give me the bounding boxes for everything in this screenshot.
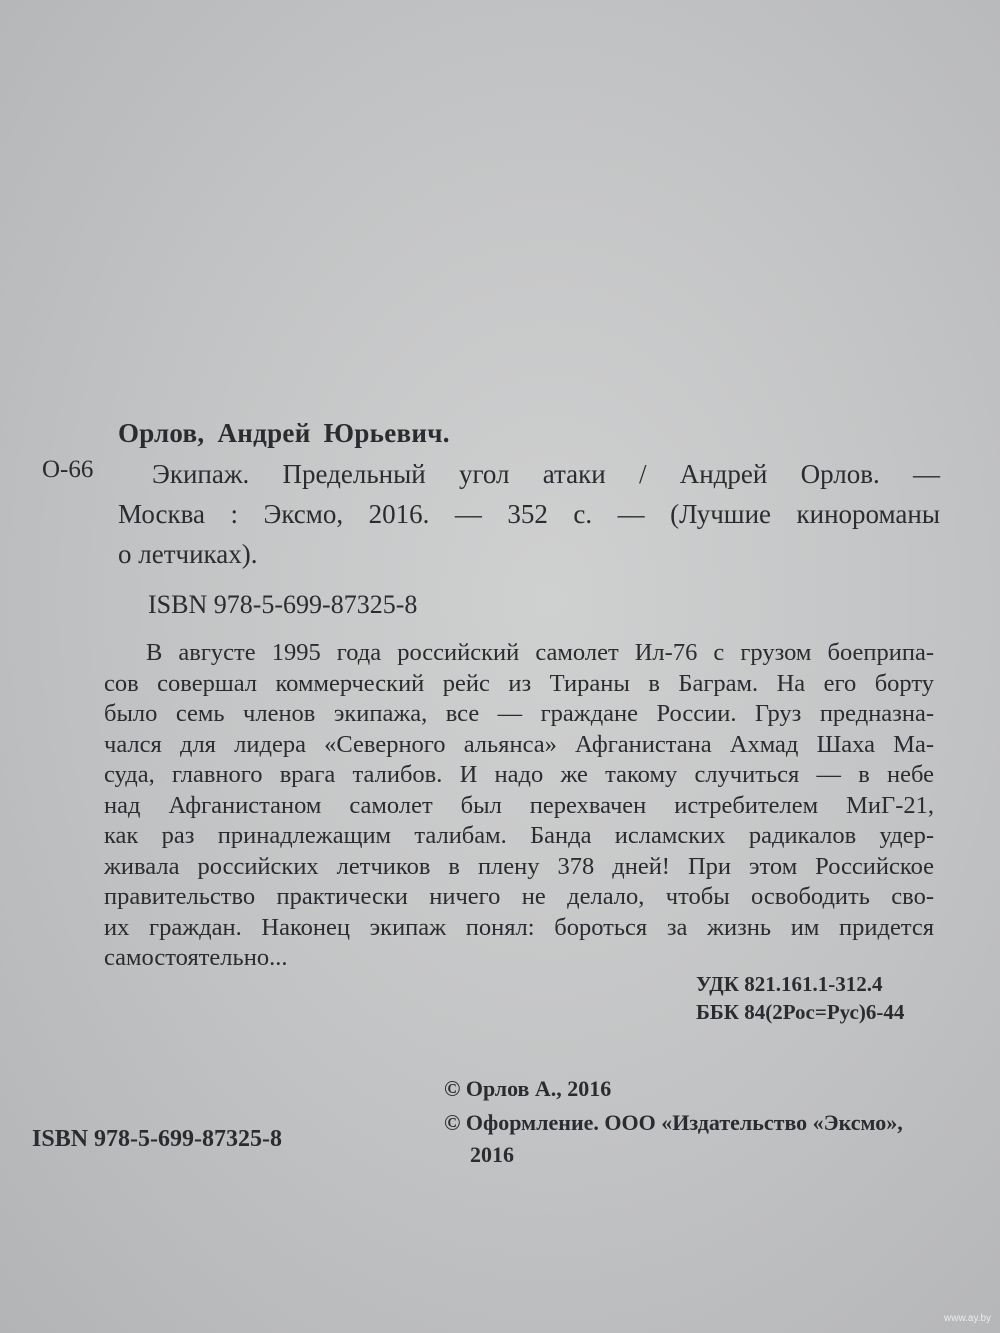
copyright-design: © Оформление. ООО «Издательство «Эксмо», [444, 1110, 903, 1135]
isbn-inner: ISBN 978-5-699-87325-8 [148, 590, 418, 619]
annotation-paragraph [104, 638, 934, 974]
bibliographic-description [118, 454, 940, 574]
annotation-line: суда, главного врага талибов. И надо же такому случиться — в небе [104, 761, 934, 788]
annotation-line: было семь членов экипажа, все — граждане России. Груз предназна- [104, 700, 934, 727]
bib-line: Москва : Эксмо, 2016. — 352 с. — (Лучшие кинороманы [118, 499, 940, 529]
bib-line: о летчиках). [118, 539, 258, 569]
copyright-author: © Орлов А., 2016 [444, 1076, 612, 1101]
annotation-line: самостоятельно... [104, 944, 288, 971]
udk-code: УДК 821.161.1-312.4 [696, 972, 883, 996]
annotation-line: живала российских летчиков в плену 378 дней! При этом Российское [104, 852, 934, 880]
site-watermark: www.ay.by [944, 1313, 992, 1324]
bib-line: Экипаж. Предельный угол атаки / Андрей Орлов. — [152, 459, 940, 489]
annotation-line: над Афганистаном самолет был перехвачен истребителем МиГ-21, [104, 791, 934, 819]
copyright-design-year: 2016 [470, 1142, 514, 1167]
annotation-line: чался для лидера «Северного альянса» Афганистана Ахмад Шаха Ма- [104, 730, 934, 758]
annotation-line: их граждан. Наконец экипаж понял: бороться за жизнь им придется [104, 913, 934, 941]
annotation-line: В августе 1995 года российский самолет Ил-76 с грузом боеприпа- [146, 639, 934, 666]
classification-code: О-66 [42, 456, 94, 483]
annotation-line: сов совершал коммерческий рейс из Тираны в Баграм. На его борту [104, 669, 934, 697]
annotation-line: как раз принадлежащим талибам. Банда исламских радикалов удер- [104, 822, 934, 849]
annotation-line: правительство практически ничего не делало, чтобы освободить сво- [104, 883, 934, 910]
bbk-code: ББК 84(2Рос=Рус)6-44 [696, 1000, 905, 1024]
isbn-outer: ISBN 978-5-699-87325-8 [32, 1126, 282, 1152]
author-heading: Орлов, Андрей Юрьевич. [118, 418, 450, 448]
